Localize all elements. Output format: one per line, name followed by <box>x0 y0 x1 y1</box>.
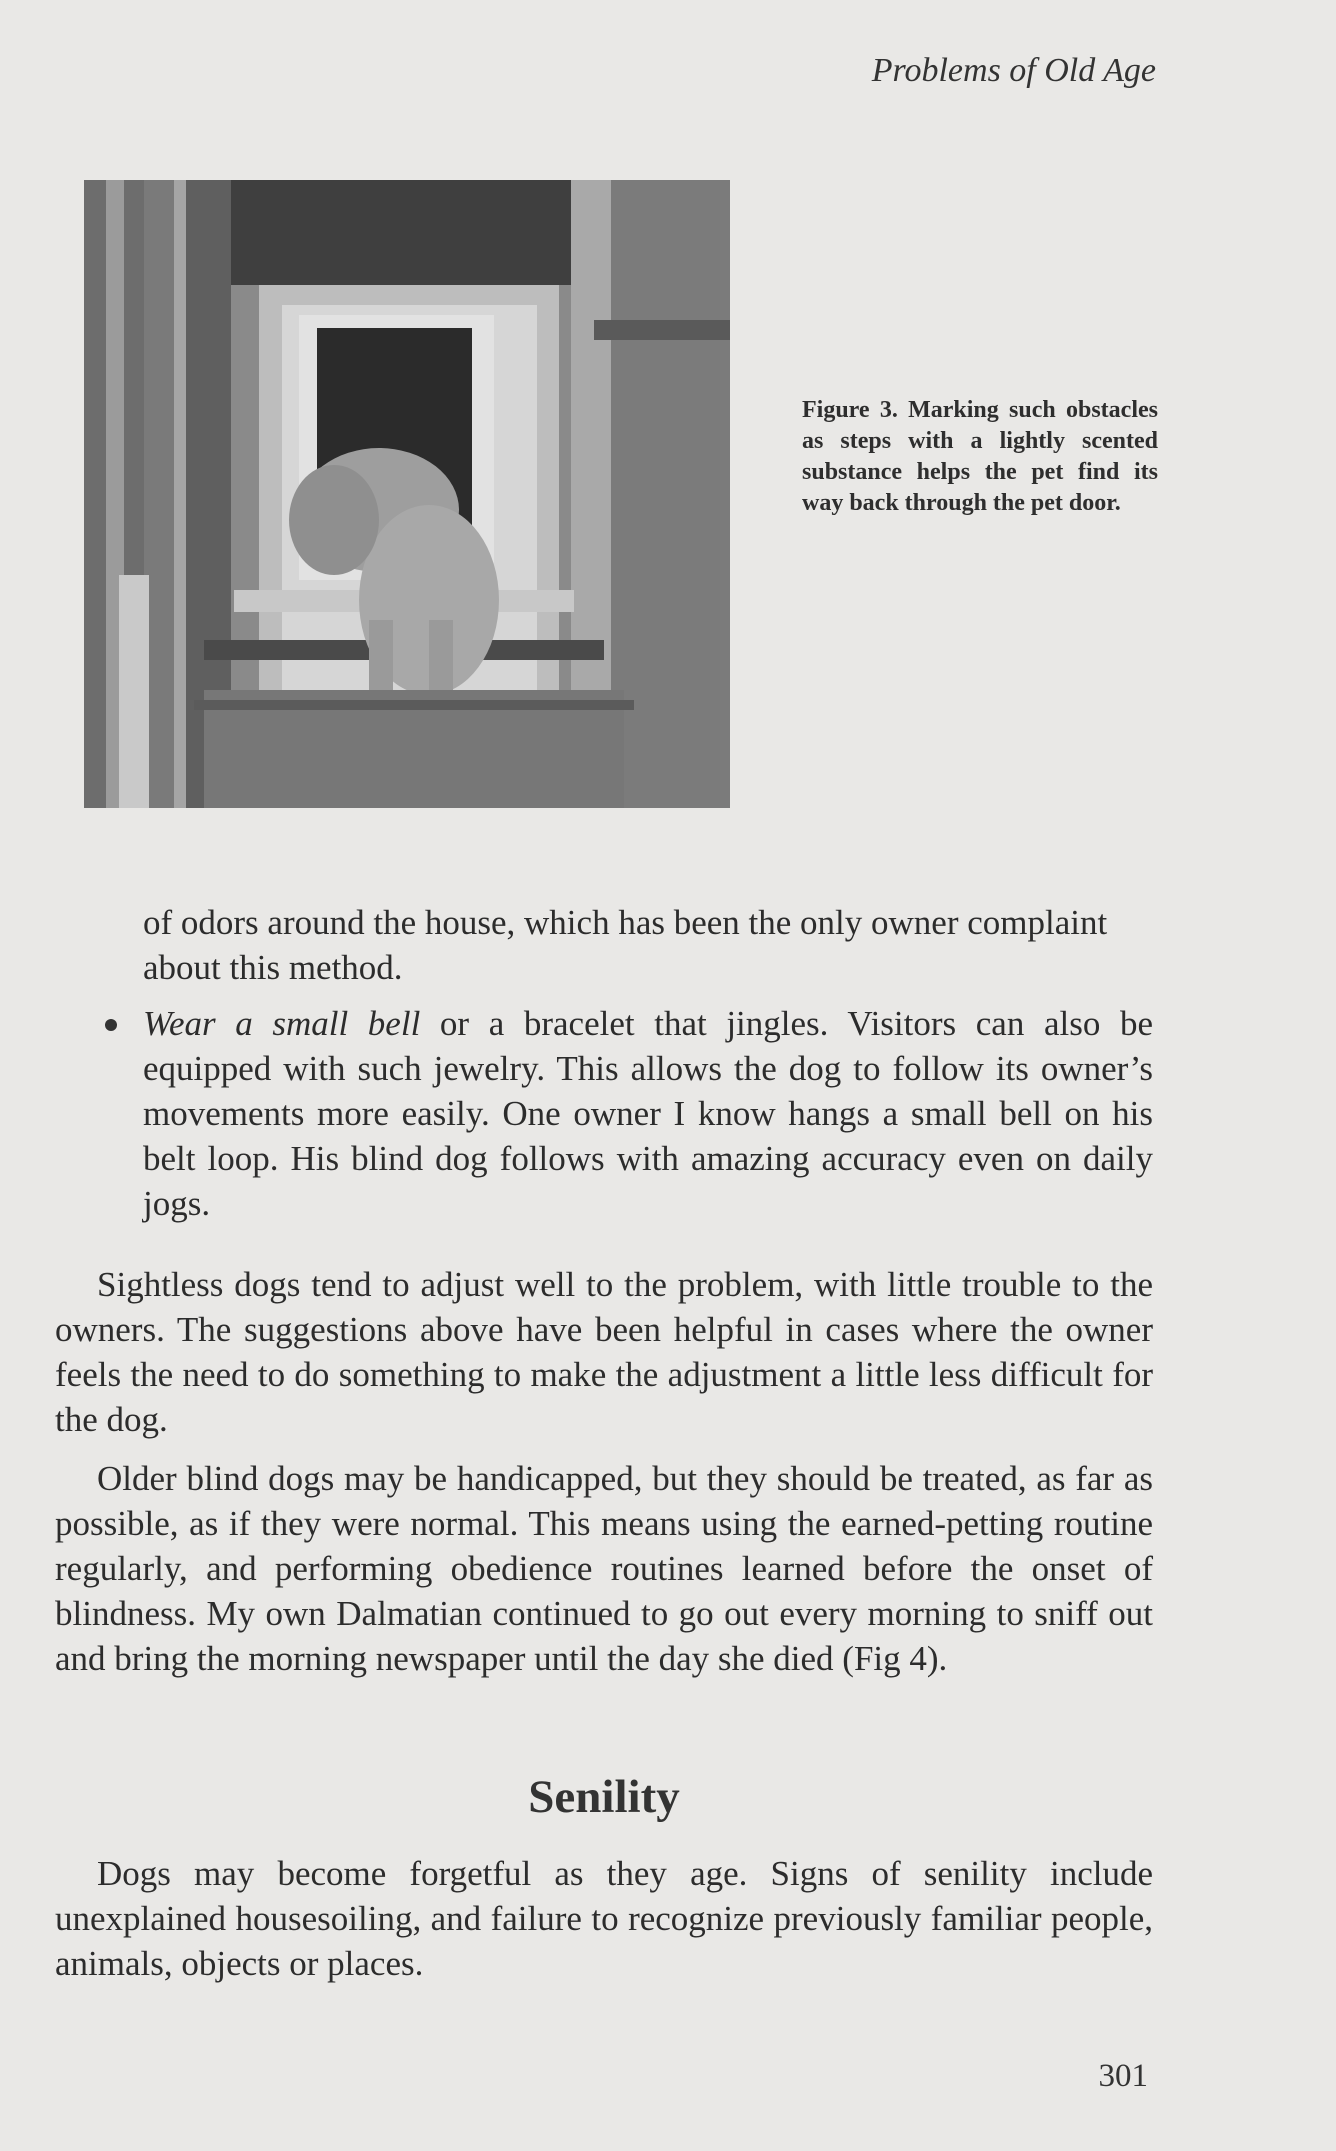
paragraph-sightless-dogs: Sightless dogs tend to adjust well to the problem, with little trouble to the owners. The suggestions above have been helpful in cases where the owner feels the need to do something to make the adjustment a little less difficult for the dog. <box>55 1265 1153 1439</box>
bullet-item-bell <box>143 1001 1153 1226</box>
bullet-icon <box>105 1019 117 1031</box>
figure-photo-dog-pet-door <box>84 180 730 808</box>
figure-caption: Figure 3. Marking such obstacles as steps with a lightly scented substance helps the pet find its way back through the pet door. <box>802 397 1158 516</box>
bullet-text: or a bracelet that jingles. Visitors can also be equipped with such jewelry. This allows the dog to follow its owner’s movements more easily. One owner I know hangs a small bell on his belt loop. His blind dog follows with amazing accuracy even on daily jogs. <box>143 1004 1153 1223</box>
paragraph-older-blind-dogs: Older blind dogs may be handicapped, but they should be treated, as far as possible, as if they were normal. This means using the earned-petting routine regularly, and performing obedience routines learned before the onset of blindness. My own Dalmatian continued to go out every morning to sniff out and bring the morning newspaper until the day she died (Fig 4). <box>55 1459 1153 1678</box>
photo-illustration <box>84 180 730 808</box>
running-header: Problems of Old Age <box>871 52 1156 89</box>
section-heading-senility: Senility <box>528 1771 680 1823</box>
paragraph-senility: Dogs may become forgetful as they age. Signs of senility include unexplained housesoiling, and failure to recognize previously familiar people, animals, objects or places. <box>55 1854 1153 1983</box>
page-number: 301 <box>1098 2058 1148 2094</box>
continued-paragraph: of odors around the house, which has been the only owner complaint about this method. <box>143 903 1108 987</box>
bullet-emphasis: Wear a small bell <box>143 1004 421 1043</box>
